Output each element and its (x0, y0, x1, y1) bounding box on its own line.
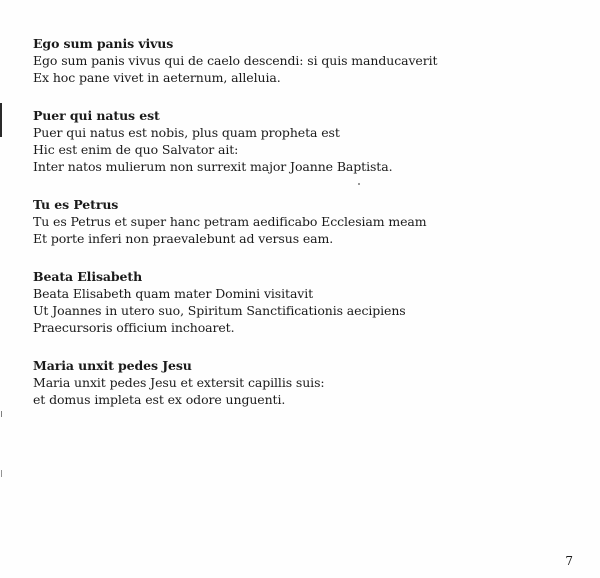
text-line: Inter natos mulierum non surrexit major Joanne Baptista. (33, 159, 393, 174)
section-tu-es-petrus (33, 196, 573, 247)
scan-edge-mark (1, 411, 2, 417)
section-title: Maria unxit pedes Jesu (33, 358, 192, 373)
section-title: Tu es Petrus (33, 197, 119, 212)
section-title: Ego sum panis vivus (33, 36, 174, 51)
scan-edge-mark (1, 470, 2, 477)
section-ego-sum-panis-vivus (33, 35, 573, 86)
text-content (33, 35, 573, 429)
page-number: 7 (565, 554, 573, 568)
text-line: Ego sum panis vivus qui de caelo descendi: si quis manducaverit (33, 53, 438, 68)
text-line: Puer qui natus est nobis, plus quam propheta est (33, 125, 340, 140)
text-line: Ut Joannes in utero suo, Spiritum Sanctificationis aecipiens (33, 303, 406, 318)
section-title: Beata Elisabeth (33, 269, 143, 284)
text-line: et domus impleta est ex odore unguenti. (33, 392, 286, 407)
section-puer-qui-natus-est (33, 107, 573, 175)
text-line: Maria unxit pedes Jesu et extersit capillis suis: (33, 375, 325, 390)
text-line: Hic est enim de quo Salvator ait: (33, 142, 239, 157)
text-line: Tu es Petrus et super hanc petram aedificabo Ecclesiam meam (33, 214, 427, 229)
scan-edge-mark (0, 103, 2, 137)
text-line: Et porte inferi non praevalebunt ad versus eam. (33, 231, 334, 246)
text-line: Ex hoc pane vivet in aeternum, alleluia. (33, 70, 281, 85)
text-line: Praecursoris officium inchoaret. (33, 320, 235, 335)
section-beata-elisabeth (33, 268, 573, 336)
section-maria-unxit-pedes-jesu (33, 357, 573, 408)
text-line: Beata Elisabeth quam mater Domini visitavit (33, 286, 314, 301)
section-title: Puer qui natus est (33, 108, 160, 123)
